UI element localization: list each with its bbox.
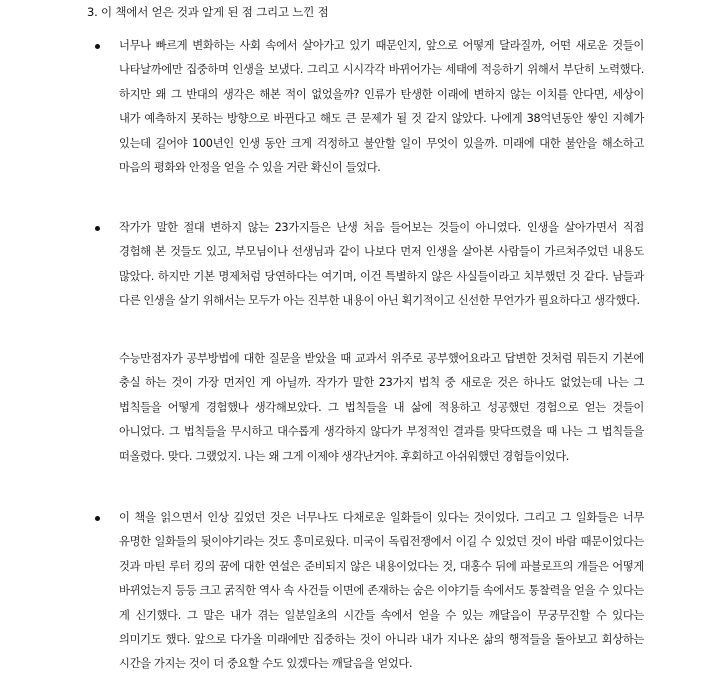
paragraph: 이 책을 읽으면서 인상 깊었던 것은 너무나도 다채로운 일화들이 있다는 것이었다. 그리고 그 일화들은 너무 유명한 일화들의 뒷이야기라는 것도 흥미로웠다. 미국이 독립전쟁에서 이길 수 있었던 것이 바람 때문이었다는 것과 마틴 루터 킹의 꿈에 대한 연설은 준비되지 않은 내용이었다는 것, 대홍수 뒤에 파블로프의 개들은 어떻게 바뀌었는지 등등 크고 굵직한 역사 속 사건들 이면에 존재하는 숨은 이야기들 속에서도 통찰력을 얻을 수 있다는 게 신기했다. 그 말은 내가 겪는 일분일초의 시간들 속에서 얻을 수 있는 깨달음이 무궁무진할 수 있다는 의미기도 했다. 앞으로 다가올 미래에만 집중하는 것이 아니라 내가 지나온 삶의 행적들을 돌아보고 회상하는 시간을 가지는 것이 더 중요할 수도 있겠다는 깨달음을 얻었다. [119,511,644,671]
bullet-icon [95,516,100,521]
paragraph: 수능만점자가 공부방법에 대한 질문을 받았을 때 교과서 위주로 공부했어요라고 답변한 것처럼 뭐든지 기본에 충실 하는 것이 가장 먼저인 게 아닐까. 작가가 말한 23가지 법칙 중 새로운 것은 하나도 없었는데 나는 그 법칙들을 어떻게 경험했나 생각해보았다. 그 법칙들을 내 삶에 적용하고 성공했던 경험으로 얻는 것들이 아니었다. 그 법칙들을 무시하고 대수롭게 생각하지 않다가 부정적인 결과를 맞닥뜨렸을 때 나는 그 법칙들을 떠올렸다. 맞다. 그랬었지. 나는 왜 그게 이제야 생각난거야. 후회하고 아쉬워했던 경험들이었다. [119,352,644,463]
paragraph: 너무나 빠르게 변화하는 사회 속에서 살아가고 있기 때문인지, 앞으로 어떻게 달라질까, 어떤 새로운 것들이 나타날까에만 집중하며 인생을 보냈다. 그리고 시시각각 바뀌어가는 세태에 적응하기 위해서 부단히 노력했다. 하지만 왜 그 반대의 생각은 해본 적이 없었을까? 인류가 탄생한 이래에 변하지 않는 이치를 안다면, 세상이 내가 예측하지 못하는 방향으로 바뀐다고 해도 큰 문제가 될 것 같지 않았다. 나에게 38억년동안 쌓인 지혜가 있는데 길어야 100년인 인생 동안 크게 걱정하고 불안할 일이 무엇이 있을까. 미래에 대한 불안을 해소하고 마음의 평화와 안정을 얻을 수 있을 거란 확신이 들었다. [119,39,644,175]
bullet-icon [95,226,100,231]
section-heading: 3. 이 책에서 얻은 것과 알게 된 점 그리고 느낀 점 [87,5,329,19]
bullet-icon [95,44,100,49]
paragraph: 작가가 말한 절대 변하지 않는 23가지들은 난생 처음 들어보는 것들이 아니였다. 인생을 살아가면서 직접 경험해 본 것들도 있고, 부모님이나 선생님과 같이 나보다 먼저 인생을 살아본 사람들이 가르쳐주었던 내용도 많았다. 하지만 기본 명제처럼 당연하다는 여기며, 이건 특별하지 않은 사실들이라고 치부했던 것 같다. 남들과 다른 인생을 살기 위해서는 모두가 아는 진부한 내용이 아닌 획기적이고 신선한 무언가가 필요하다고 생각했다. [119,221,644,308]
